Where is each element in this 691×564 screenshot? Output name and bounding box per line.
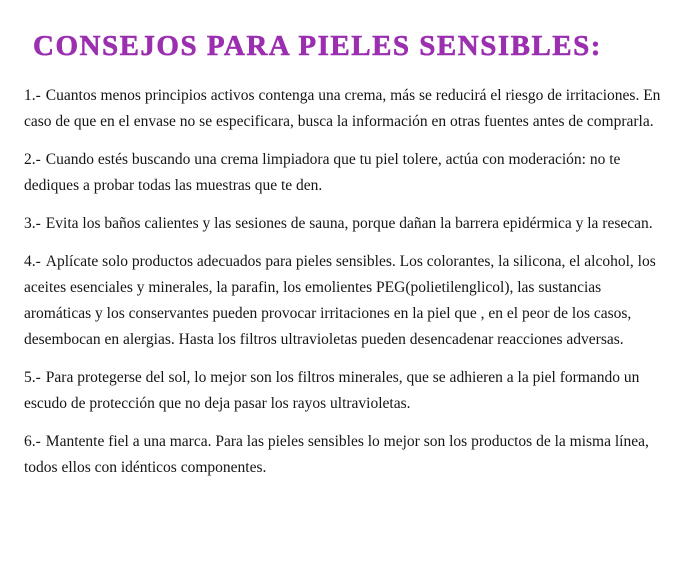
tip-paragraph-4	[24, 249, 671, 353]
tip-text: Aplícate solo productos adecuados para pieles sensibles. Los colorantes, la silicona, el alcohol, los aceites esenciales y minerales, la parafin, los emolientes PEG(polietilenglicol), las sustancias aromáticas y los conservantes pueden provocar irritaciones en la piel que , en el peor de los casos, desembocan en alergias. Hasta los filtros ultravioletas pueden desencadenar reacciones adversas.	[24, 253, 656, 348]
tip-number: 6.-	[24, 433, 41, 450]
tip-text: Evita los baños calientes y las sesiones de sauna, porque dañan la barrera epidérmica y la resecan.	[45, 215, 653, 232]
tip-number: 4.-	[24, 253, 41, 270]
tip-number: 2.-	[24, 151, 41, 168]
tip-number: 5.-	[24, 369, 41, 386]
tip-paragraph-6	[24, 429, 671, 481]
tip-paragraph-2	[24, 147, 671, 199]
tip-text: Cuantos menos principios activos contenga una crema, más se reducirá el riesgo de irritaciones. En caso de que en el envase no se especificara, busca la información en otras fuentes antes de comprarla.	[24, 87, 661, 130]
tip-number: 1.-	[24, 87, 41, 104]
tip-paragraph-5	[24, 365, 671, 417]
tip-text: Mantente fiel a una marca. Para las pieles sensibles lo mejor son los productos de la misma línea, todos ellos con idénticos componentes.	[24, 433, 649, 476]
tip-text: Para protegerse del sol, lo mejor son los filtros minerales, que se adhieren a la piel formando un escudo de protección que no deja pasar los rayos ultravioletas.	[24, 369, 640, 412]
tip-paragraph-3	[24, 211, 671, 237]
tip-text: Cuando estés buscando una crema limpiadora que tu piel tolere, actúa con moderación: no te dediques a probar todas las muestras que te den.	[24, 151, 621, 194]
tip-number: 3.-	[24, 215, 41, 232]
tip-paragraph-1	[24, 83, 671, 135]
page-title: CONSEJOS PARA PIELES SENSIBLES:	[33, 30, 602, 62]
